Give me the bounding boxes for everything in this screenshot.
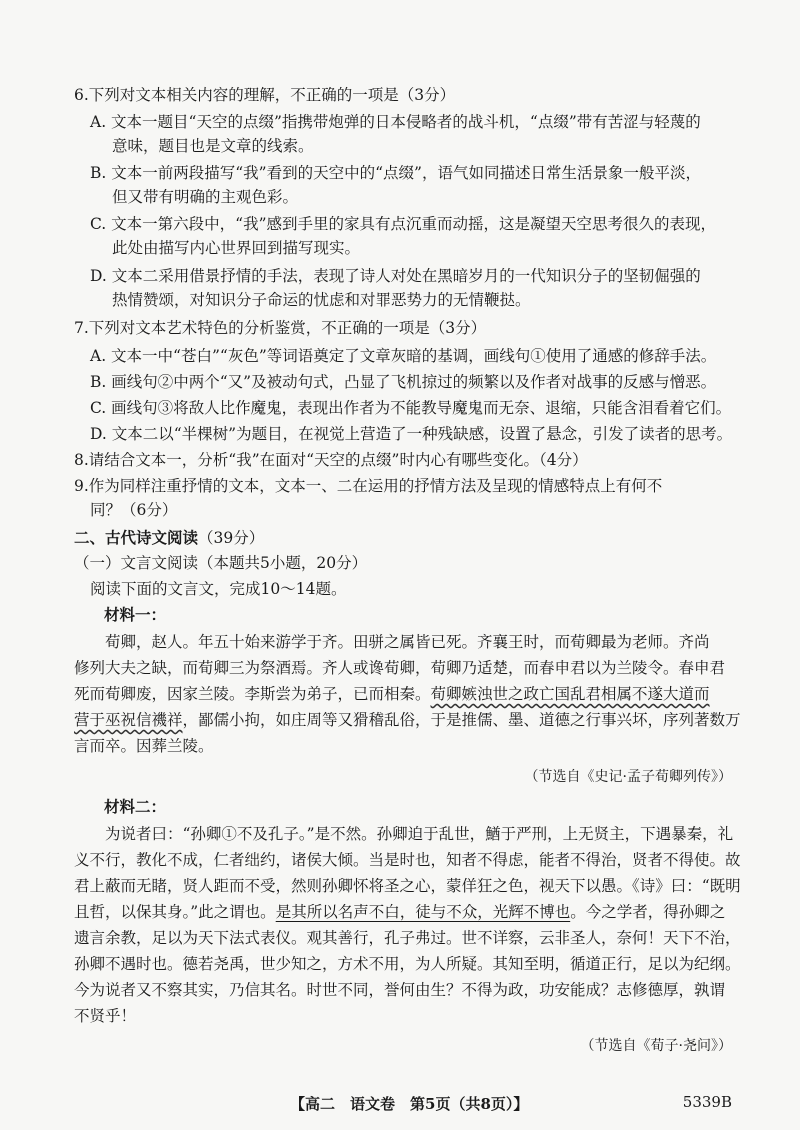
material-2-line — [74, 902, 725, 922]
material-2-line: 为说者曰：“孙卿①不及孔子。”是不然。孙卿迫于乱世，鰌于严刑，上无贤主，下遇暴秦，礼 — [105, 825, 734, 843]
material-2-text: 。今之学者，得孙卿之 — [570, 903, 726, 921]
q6-option-c: C. 文本一第六段中，“我”感到手里的家具有点沉重而动摇，这是凝望天空思考很久的表现， — [90, 215, 717, 233]
reading-instruction: 阅读下面的文言文，完成10～14题。 — [90, 580, 347, 598]
material-1-line: 修列大夫之缺，而荀卿三为祭酒焉。齐人或谗荀卿，荀卿乃适楚，而春申君以为兰陵令。春申君 — [74, 659, 726, 677]
subsection-title: （一）文言文阅读（本题共5小题，20分） — [74, 554, 368, 572]
q6-option-a-cont: 意味，题目也是文章的线索。 — [112, 137, 314, 155]
exam-code: 5339B — [682, 1093, 732, 1111]
q7-option-a: A. 文本一中“苍白”“灰色”等词语奠定了文章灰暗的基调，画线句①使用了通感的修辞手法。 — [90, 347, 717, 365]
material-1-line — [74, 684, 710, 704]
material-2-line: 君上蔽而无睹，贤人距而不受，然则孙卿怀将圣之心，蒙佯狂之色，视天下以愚。《诗》曰：“既明 — [74, 877, 741, 895]
material-2-line: 今为说者又不察其实，乃信其名。时世不同，誉何由生？不得为政，功安能成？志修德厚，孰谓 — [74, 981, 726, 999]
material-1-label: 材料一： — [104, 605, 167, 624]
q9-stem-cont: 同？（6分） — [90, 501, 178, 519]
section-score: （39分） — [198, 529, 265, 547]
material-1-underlined-sentence: 荀卿嫉浊世之政亡国乱君相属不遂大道而 — [430, 685, 710, 703]
material-1-line: 荀卿，赵人。年五十始来游学于齐。田骈之属皆已死。齐襄王时，而荀卿最为老师。齐尚 — [105, 633, 710, 651]
material-2-underlined-sentence: 是其所以名声不白，徒与不众，光辉不博也 — [275, 903, 571, 921]
material-1-source: （节选自《史记·孟子荀卿列传》） — [524, 769, 732, 785]
q7-option-c: C. 画线句③将敌人比作魔鬼，表现出作者为不能教导魔鬼而无奈、退缩，只能含泪看着它们。 — [90, 399, 732, 417]
material-2-source: （节选自《荀子·尧问》） — [580, 1038, 732, 1054]
material-1-text: 死而荀卿废，因家兰陵。李斯尝为弟子，已而相秦。 — [74, 685, 431, 703]
q6-option-b-cont: 但又带有明确的主观色彩。 — [112, 188, 299, 206]
material-2-line: 不贤乎！ — [74, 1007, 137, 1025]
q6-option-b: B. 文本一前两段描写“我”看到的天空中的“点缀”，语气如同描述日常生活景象一般平淡， — [90, 164, 701, 182]
material-2-label: 材料二： — [104, 797, 167, 816]
material-1-line: 言而卒。因葬兰陵。 — [74, 737, 214, 755]
material-2-line: 孙卿不遇时也。德若尧禹，世少知之，方术不用，为人所疑。其知至明，循道正行，足以为纪纲。 — [74, 955, 741, 973]
q7-option-b: B. 画线句②中两个“又”及被动句式，凸显了飞机掠过的频繁以及作者对战事的反感与憎恶。 — [90, 373, 717, 391]
material-1-text: ，鄙儒小拘，如庄周等又猾稽乱俗，于是推儒、墨、道德之行事兴坏，序列著数万 — [182, 711, 741, 729]
q6-option-c-cont: 此处由描写内心世界回到描写现实。 — [112, 239, 361, 257]
q6-option-a: A. 文本一题目“天空的点缀”指携带炮弹的日本侵略者的战斗机，“点缀”带有苦涩与轻蔑的 — [90, 113, 701, 131]
q6-option-d: D. 文本二采用借景抒情的手法，表现了诗人对处在黑暗岁月的一代知识分子的坚韧倔强的 — [90, 267, 701, 285]
material-2-text: 且哲，以保其身。”此之谓也。 — [74, 903, 276, 921]
q7-stem: 7.下列对文本艺术特色的分析鉴赏，不正确的一项是（3分） — [74, 319, 487, 337]
q8-stem: 8.请结合文本一，分析“我”在面对“天空的点缀”时内心有哪些变化。（4分） — [74, 451, 588, 469]
page-footer: 【高二 语文卷 第5页（共8页）】 — [290, 1095, 529, 1113]
material-2-line: 遗言余教，足以为天下法式表仪。观其善行，孔子弗过。世不详察，云非圣人，奈何！天下不治， — [74, 929, 741, 947]
material-1-underlined-sentence-cont: 营于巫祝信禨祥 — [74, 711, 183, 729]
material-1-line — [74, 710, 741, 730]
q9-stem: 9.作为同样注重抒情的文本，文本一、二在运用的抒情方法及呈现的情感特点上有何不 — [74, 477, 663, 495]
section-title: 二、古代诗文阅读 — [74, 528, 199, 547]
section-heading — [74, 528, 264, 548]
q6-stem: 6.下列对文本相关内容的理解，不正确的一项是（3分） — [74, 86, 456, 104]
q7-option-d: D. 文本二以“半棵树”为题目，在视觉上营造了一种残缺感，设置了悬念，引发了读者的思考。 — [90, 425, 733, 443]
material-2-line: 义不行，教化不成，仁者绌约，诸侯大倾。当是时也，知者不得虑，能者不得治，贤者不得使。故 — [74, 851, 741, 869]
q6-option-d-cont: 热情赞颂，对知识分子命运的忧虑和对罪恶势力的无情鞭挞。 — [112, 291, 531, 309]
